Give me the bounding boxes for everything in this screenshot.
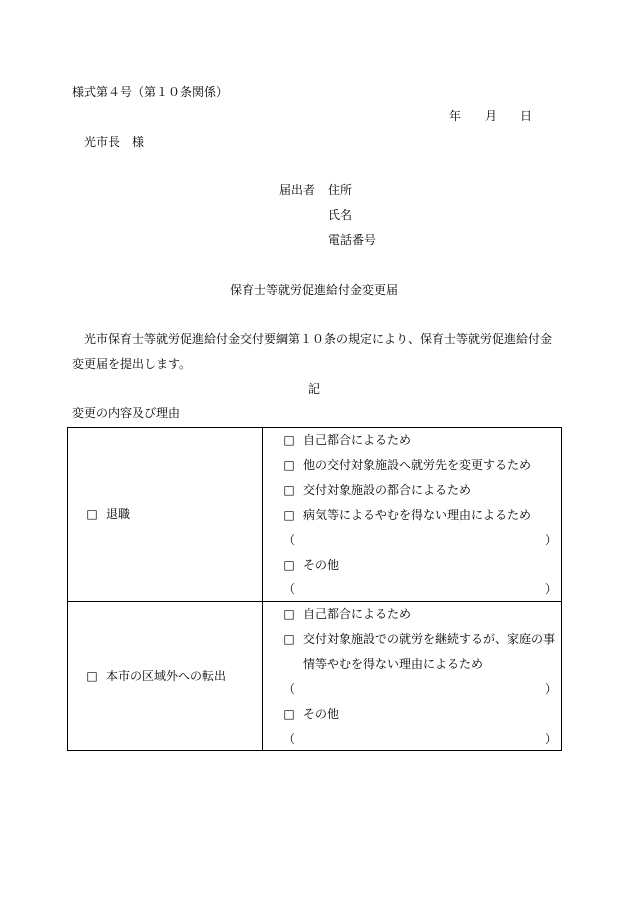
form-number: 様式第４号（第１０条関係）: [72, 85, 229, 99]
reason-detail-field[interactable]: [283, 683, 563, 695]
section-label: 変更の内容及び理由: [72, 406, 181, 420]
address-label: 住所: [328, 183, 353, 197]
paren-close: ）: [545, 732, 558, 746]
checkbox-icon[interactable]: □: [86, 669, 98, 683]
category-resignation: [86, 508, 130, 520]
checkbox-icon[interactable]: □: [283, 433, 295, 447]
reason-table: [67, 427, 562, 751]
ki-heading: 記: [308, 382, 321, 396]
category-relocation: [86, 670, 226, 682]
checkbox-icon[interactable]: □: [283, 607, 295, 621]
paren-open: （: [283, 682, 296, 696]
option-item: □ 交付対象施設での就労を継続するが、家庭の事: [283, 632, 556, 646]
paren-open: （: [283, 582, 296, 596]
option-item: □ その他: [283, 707, 340, 721]
other-detail-field[interactable]: [283, 733, 563, 745]
paren-close: ）: [545, 533, 558, 547]
option-item: □ 自己都合によるため: [283, 607, 412, 621]
category-label: 退職: [106, 507, 131, 521]
notifier-label: 届出者: [279, 183, 316, 197]
checkbox-icon[interactable]: □: [283, 458, 295, 472]
category-cell-relocation: [68, 602, 263, 751]
document-title: 保育士等就労促進給付金変更届: [230, 283, 399, 297]
addressee: 光市長 様: [84, 135, 145, 149]
option-item: □ その他: [283, 558, 340, 572]
body-text-line-1: 光市保育士等就労促進給付金交付要綱第１０条の規定により、保育士等就労促進給付金: [84, 332, 553, 346]
category-label: 本市の区域外への転出: [106, 669, 227, 683]
paren-close: ）: [545, 582, 558, 596]
checkbox-icon[interactable]: □: [283, 508, 295, 522]
option-item-continuation: 情等やむを得ない理由によるため: [303, 657, 484, 671]
name-label: 氏名: [328, 208, 353, 222]
checkbox-icon[interactable]: □: [283, 558, 295, 572]
body-text-line-2: 変更届を提出します。: [72, 357, 192, 371]
paren-open: （: [283, 732, 296, 746]
date-day: 日: [520, 109, 533, 123]
other-detail-field[interactable]: [283, 583, 563, 595]
option-item: □ 交付対象施設の都合によるため: [283, 483, 472, 497]
checkbox-icon[interactable]: □: [283, 707, 295, 721]
checkbox-icon[interactable]: □: [283, 483, 295, 497]
option-item: □ 病気等によるやむを得ない理由によるため: [283, 508, 532, 522]
category-cell-resignation: [68, 428, 263, 602]
options-cell-resignation: [263, 428, 562, 602]
option-item: □ 自己都合によるため: [283, 433, 412, 447]
reason-detail-field[interactable]: [283, 534, 563, 546]
paren-open: （: [283, 533, 296, 547]
date-year: 年: [449, 109, 462, 123]
phone-label: 電話番号: [328, 233, 377, 247]
option-item: □ 他の交付対象施設へ就労先を変更するため: [283, 458, 532, 472]
checkbox-icon[interactable]: □: [86, 507, 98, 521]
checkbox-icon[interactable]: □: [283, 632, 295, 646]
options-cell-relocation: [263, 602, 562, 751]
paren-close: ）: [545, 682, 558, 696]
date-month: 月: [485, 109, 498, 123]
